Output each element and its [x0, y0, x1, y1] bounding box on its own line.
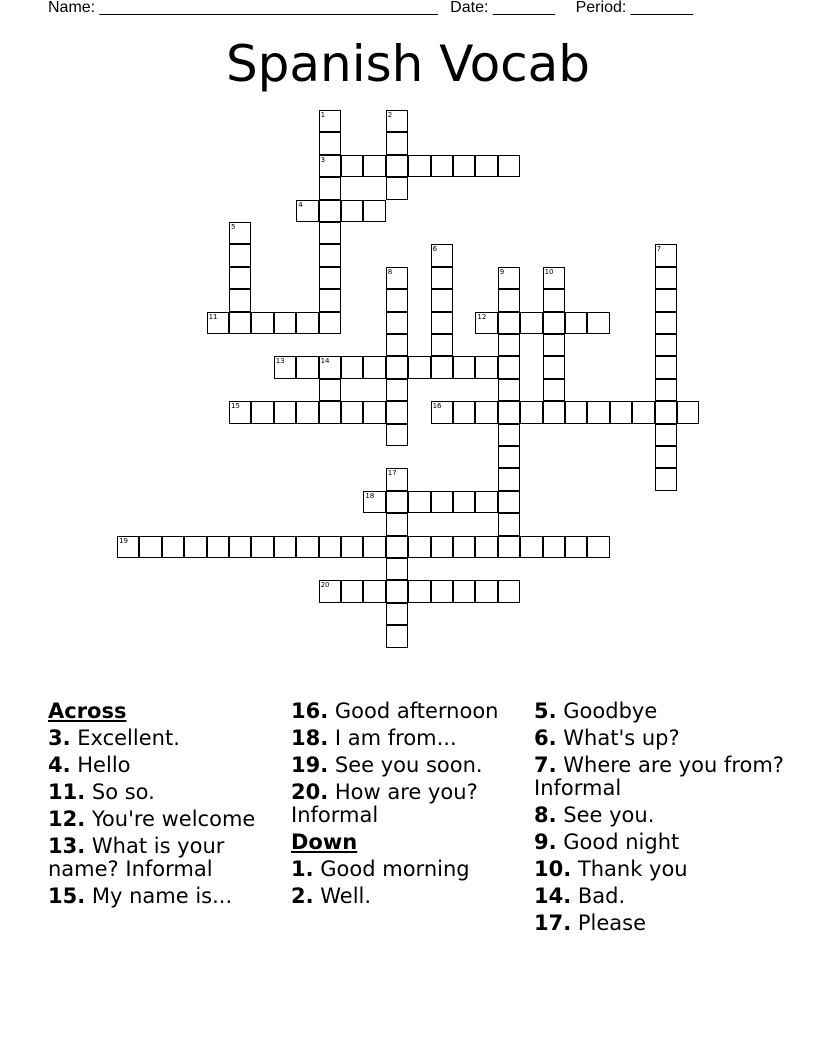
- clue-item: [48, 754, 278, 777]
- grid-cell[interactable]: [520, 401, 542, 423]
- grid-cell[interactable]: [274, 401, 296, 423]
- grid-cell[interactable]: [386, 536, 408, 558]
- grid-cell[interactable]: [587, 536, 609, 558]
- grid-cell[interactable]: [319, 356, 341, 378]
- grid-cell[interactable]: [386, 155, 408, 177]
- grid-cell[interactable]: [251, 312, 273, 334]
- grid-cell[interactable]: [655, 356, 677, 378]
- grid-cell[interactable]: [587, 401, 609, 423]
- clue-number: 9: [499, 267, 505, 276]
- clue-item: [291, 700, 521, 723]
- grid-cell[interactable]: [386, 267, 408, 289]
- grid-cell[interactable]: [251, 401, 273, 423]
- grid-cell[interactable]: [587, 312, 609, 334]
- grid-cell[interactable]: [453, 580, 475, 602]
- grid-cell[interactable]: [363, 580, 385, 602]
- grid-cell[interactable]: [274, 536, 296, 558]
- grid-cell[interactable]: [162, 536, 184, 558]
- clue-item: [534, 831, 784, 854]
- grid-cell[interactable]: [319, 580, 341, 602]
- grid-cell[interactable]: [475, 580, 497, 602]
- grid-cell[interactable]: [229, 401, 251, 423]
- grid-cell[interactable]: [498, 155, 520, 177]
- clue-item-text: Bad.: [571, 884, 626, 908]
- grid-cell[interactable]: [498, 401, 520, 423]
- grid-cell[interactable]: [296, 356, 318, 378]
- clue-item: [534, 885, 784, 908]
- grid-cell[interactable]: [274, 356, 296, 378]
- grid-cell[interactable]: [319, 312, 341, 334]
- grid-cell[interactable]: [655, 289, 677, 311]
- clue-item-number: 19.: [291, 753, 329, 777]
- clue-item-number: 10.: [534, 857, 572, 881]
- grid-cell[interactable]: [386, 603, 408, 625]
- grid-cell[interactable]: [386, 334, 408, 356]
- grid-cell[interactable]: [386, 625, 408, 647]
- grid-cell[interactable]: [475, 155, 497, 177]
- clue-item: [48, 808, 278, 831]
- clue-number: 8: [387, 267, 393, 276]
- grid-cell[interactable]: [363, 200, 385, 222]
- clue-item-number: 7.: [534, 753, 557, 777]
- grid-cell[interactable]: [386, 424, 408, 446]
- grid-cell[interactable]: [475, 401, 497, 423]
- clue-number: 5: [231, 223, 236, 231]
- clue-number: 3: [320, 155, 326, 164]
- grid-cell[interactable]: [498, 446, 520, 468]
- grid-cell[interactable]: [655, 468, 677, 490]
- clue-item: [534, 754, 784, 800]
- clue-item-number: 1.: [291, 857, 314, 881]
- grid-cell[interactable]: [498, 312, 520, 334]
- clue-number: 13: [275, 357, 285, 366]
- clue-item: [291, 754, 521, 777]
- clue-item-number: 12.: [48, 807, 86, 831]
- grid-cell[interactable]: [386, 356, 408, 378]
- clue-item-text: See you soon.: [328, 753, 483, 777]
- grid-cell[interactable]: [543, 401, 565, 423]
- grid-cell[interactable]: [229, 267, 251, 289]
- clue-item: [291, 781, 521, 827]
- grid-cell[interactable]: [565, 536, 587, 558]
- clue-item-text: What's up?: [556, 726, 680, 750]
- down-heading: Down: [291, 830, 358, 854]
- clue-item: [48, 885, 278, 908]
- clue-item-number: 15.: [48, 884, 86, 908]
- grid-cell[interactable]: [543, 379, 565, 401]
- clue-item: [48, 727, 278, 750]
- grid-cell[interactable]: [386, 558, 408, 580]
- clue-number: 19: [119, 536, 128, 545]
- grid-cell[interactable]: [498, 468, 520, 490]
- grid-cell[interactable]: [498, 513, 520, 535]
- clue-number: 14: [320, 357, 330, 366]
- grid-cell[interactable]: [408, 491, 430, 513]
- grid-cell[interactable]: [498, 267, 520, 289]
- clue-item-number: 4.: [48, 753, 71, 777]
- clue-item-text: You're welcome: [85, 807, 256, 831]
- clue-item-text: Good afternoon: [328, 699, 499, 723]
- clue-number: 2: [387, 111, 393, 119]
- grid-cell[interactable]: [431, 401, 453, 423]
- clue-item: [48, 835, 278, 881]
- grid-cell[interactable]: [655, 312, 677, 334]
- clue-item-text: My name is...: [85, 884, 233, 908]
- name-field-label[interactable]: Name: ______________________________________: [48, 0, 438, 16]
- grid-cell[interactable]: [386, 379, 408, 401]
- grid-cell[interactable]: [386, 312, 408, 334]
- clue-item: [534, 700, 784, 723]
- grid-cell[interactable]: [543, 289, 565, 311]
- grid-cell[interactable]: [229, 222, 251, 244]
- grid-cell[interactable]: [655, 446, 677, 468]
- grid-cell[interactable]: [319, 200, 341, 222]
- clue-item-number: 13.: [48, 834, 86, 858]
- grid-cell[interactable]: [319, 536, 341, 558]
- grid-cell[interactable]: [341, 580, 363, 602]
- grid-cell[interactable]: [319, 289, 341, 311]
- grid-cell[interactable]: [139, 536, 161, 558]
- clue-item-number: 18.: [291, 726, 329, 750]
- grid-cell[interactable]: [408, 536, 430, 558]
- clue-item-number: 9.: [534, 830, 557, 854]
- grid-cell[interactable]: [341, 200, 363, 222]
- clue-item-number: 14.: [534, 884, 572, 908]
- clue-number: 7: [656, 245, 662, 254]
- grid-cell[interactable]: [341, 401, 363, 423]
- grid-cell[interactable]: [117, 536, 139, 558]
- clue-item-number: 20.: [291, 780, 329, 804]
- grid-cell[interactable]: [431, 289, 453, 311]
- grid-cell[interactable]: [363, 356, 385, 378]
- grid-cell[interactable]: [408, 580, 430, 602]
- grid-cell[interactable]: [319, 132, 341, 154]
- grid-cell[interactable]: [319, 222, 341, 244]
- grid-cell[interactable]: [655, 334, 677, 356]
- grid-cell[interactable]: [229, 312, 251, 334]
- clue-item-text: Hello: [70, 753, 131, 777]
- grid-cell[interactable]: [498, 491, 520, 513]
- grid-cell[interactable]: [520, 312, 542, 334]
- grid-cell[interactable]: [319, 267, 341, 289]
- grid-cell[interactable]: [498, 356, 520, 378]
- grid-cell[interactable]: [207, 312, 229, 334]
- grid-cell[interactable]: [677, 401, 699, 423]
- clue-item-number: 17.: [534, 911, 572, 935]
- grid-cell[interactable]: [632, 401, 654, 423]
- grid-cell[interactable]: [363, 536, 385, 558]
- grid-cell[interactable]: [386, 177, 408, 199]
- grid-cell[interactable]: [341, 536, 363, 558]
- grid-cell[interactable]: [296, 401, 318, 423]
- grid-cell[interactable]: [453, 401, 475, 423]
- grid-cell[interactable]: [408, 356, 430, 378]
- clue-number: 12: [477, 312, 487, 321]
- grid-cell[interactable]: [296, 200, 318, 222]
- grid-cell[interactable]: [475, 491, 497, 513]
- clue-item-text: Where are you from? Informal: [534, 753, 784, 800]
- clue-item-text: See you.: [556, 803, 655, 827]
- date-field-label[interactable]: Date: _______: [450, 0, 556, 16]
- grid-cell[interactable]: [229, 289, 251, 311]
- clue-item-text: Goodbye: [556, 699, 658, 723]
- grid-cell[interactable]: [229, 536, 251, 558]
- grid-cell[interactable]: [431, 267, 453, 289]
- clue-item-text: What is your name? Informal: [48, 834, 225, 881]
- grid-cell[interactable]: [520, 536, 542, 558]
- clue-item: [534, 858, 784, 881]
- grid-cell[interactable]: [341, 356, 363, 378]
- grid-cell[interactable]: [543, 267, 565, 289]
- grid-cell[interactable]: [207, 536, 229, 558]
- clue-number: 18: [365, 491, 375, 500]
- grid-cell[interactable]: [431, 244, 453, 266]
- grid-cell[interactable]: [565, 312, 587, 334]
- clue-item: [48, 781, 278, 804]
- clue-item-text: I am from...: [328, 726, 457, 750]
- grid-cell[interactable]: [319, 244, 341, 266]
- clue-item-text: How are you? Informal: [291, 780, 478, 827]
- period-field-label[interactable]: Period: _______: [575, 0, 694, 16]
- grid-cell[interactable]: [319, 177, 341, 199]
- grid-cell[interactable]: [363, 491, 385, 513]
- grid-cell[interactable]: [543, 536, 565, 558]
- grid-cell[interactable]: [363, 155, 385, 177]
- grid-cell[interactable]: [431, 536, 453, 558]
- grid-cell[interactable]: [431, 356, 453, 378]
- grid-cell[interactable]: [453, 491, 475, 513]
- clue-item-number: 8.: [534, 803, 557, 827]
- clue-item-number: 6.: [534, 726, 557, 750]
- clue-item-number: 2.: [291, 884, 314, 908]
- clue-number: 15: [231, 402, 240, 411]
- grid-cell[interactable]: [386, 468, 408, 490]
- grid-cell[interactable]: [565, 401, 587, 423]
- grid-cell[interactable]: [453, 155, 475, 177]
- grid-cell[interactable]: [655, 401, 677, 423]
- grid-cell[interactable]: [319, 379, 341, 401]
- grid-cell[interactable]: [386, 110, 408, 132]
- clues-column-2: [291, 700, 521, 912]
- grid-cell[interactable]: [475, 536, 497, 558]
- grid-cell[interactable]: [498, 379, 520, 401]
- grid-cell[interactable]: [386, 580, 408, 602]
- clues-column-3: [534, 700, 784, 939]
- clue-number: 20: [320, 581, 330, 590]
- clue-number: 6: [432, 245, 438, 254]
- grid-cell[interactable]: [431, 580, 453, 602]
- grid-cell[interactable]: [386, 513, 408, 535]
- grid-cell[interactable]: [319, 401, 341, 423]
- grid-cell[interactable]: [475, 312, 497, 334]
- grid-cell[interactable]: [296, 536, 318, 558]
- grid-cell[interactable]: [341, 155, 363, 177]
- clue-number: 4: [298, 200, 303, 209]
- grid-cell[interactable]: [319, 110, 341, 132]
- clue-item: [534, 804, 784, 827]
- grid-cell[interactable]: [498, 580, 520, 602]
- grid-cell[interactable]: [296, 312, 318, 334]
- clue-item-number: 11.: [48, 780, 86, 804]
- grid-cell[interactable]: [319, 155, 341, 177]
- clue-number: 16: [432, 402, 442, 411]
- grid-cell[interactable]: [431, 491, 453, 513]
- clue-item-text: Please: [571, 911, 647, 935]
- grid-cell[interactable]: [498, 289, 520, 311]
- page-title: Spanish Vocab: [225, 35, 591, 93]
- grid-cell[interactable]: [453, 356, 475, 378]
- grid-cell[interactable]: [251, 536, 273, 558]
- clue-item-number: 16.: [291, 699, 329, 723]
- clue-item: [534, 727, 784, 750]
- grid-cell[interactable]: [543, 356, 565, 378]
- grid-cell[interactable]: [655, 379, 677, 401]
- clue-item-text: Well.: [313, 884, 372, 908]
- clue-item-text: Good night: [556, 830, 680, 854]
- grid-cell[interactable]: [543, 334, 565, 356]
- clue-item-number: 3.: [48, 726, 71, 750]
- clues-column-1: [48, 700, 278, 912]
- grid-cell[interactable]: [431, 155, 453, 177]
- grid-cell[interactable]: [655, 424, 677, 446]
- grid-cell[interactable]: [498, 536, 520, 558]
- clue-item: [291, 885, 521, 908]
- clue-number: 10: [544, 267, 554, 276]
- grid-cell[interactable]: [363, 401, 385, 423]
- grid-cell[interactable]: [453, 536, 475, 558]
- clue-item-text: Thank you: [571, 857, 688, 881]
- grid-cell[interactable]: [274, 312, 296, 334]
- grid-cell[interactable]: [498, 334, 520, 356]
- clue-number: 11: [208, 312, 218, 321]
- grid-cell[interactable]: [543, 312, 565, 334]
- clue-number: 1: [320, 111, 326, 119]
- grid-cell[interactable]: [386, 289, 408, 311]
- grid-cell[interactable]: [498, 424, 520, 446]
- grid-cell[interactable]: [386, 491, 408, 513]
- clue-item-number: 5.: [534, 699, 557, 723]
- grid-cell[interactable]: [386, 132, 408, 154]
- grid-cell[interactable]: [408, 155, 430, 177]
- clue-item: [291, 727, 521, 750]
- grid-cell[interactable]: [386, 401, 408, 423]
- grid-cell[interactable]: [610, 401, 632, 423]
- grid-cell[interactable]: [229, 244, 251, 266]
- grid-cell[interactable]: [431, 334, 453, 356]
- grid-cell[interactable]: [655, 267, 677, 289]
- grid-cell[interactable]: [475, 356, 497, 378]
- grid-cell[interactable]: [655, 244, 677, 266]
- grid-cell[interactable]: [184, 536, 206, 558]
- clue-item: [291, 858, 521, 881]
- grid-cell[interactable]: [431, 312, 453, 334]
- clue-item-text: Good morning: [313, 857, 470, 881]
- clue-item: [534, 912, 784, 935]
- clue-number: 17: [387, 469, 397, 478]
- clue-item-text: Excellent.: [70, 726, 180, 750]
- clue-item-text: So so.: [85, 780, 155, 804]
- across-heading: Across: [48, 699, 127, 723]
